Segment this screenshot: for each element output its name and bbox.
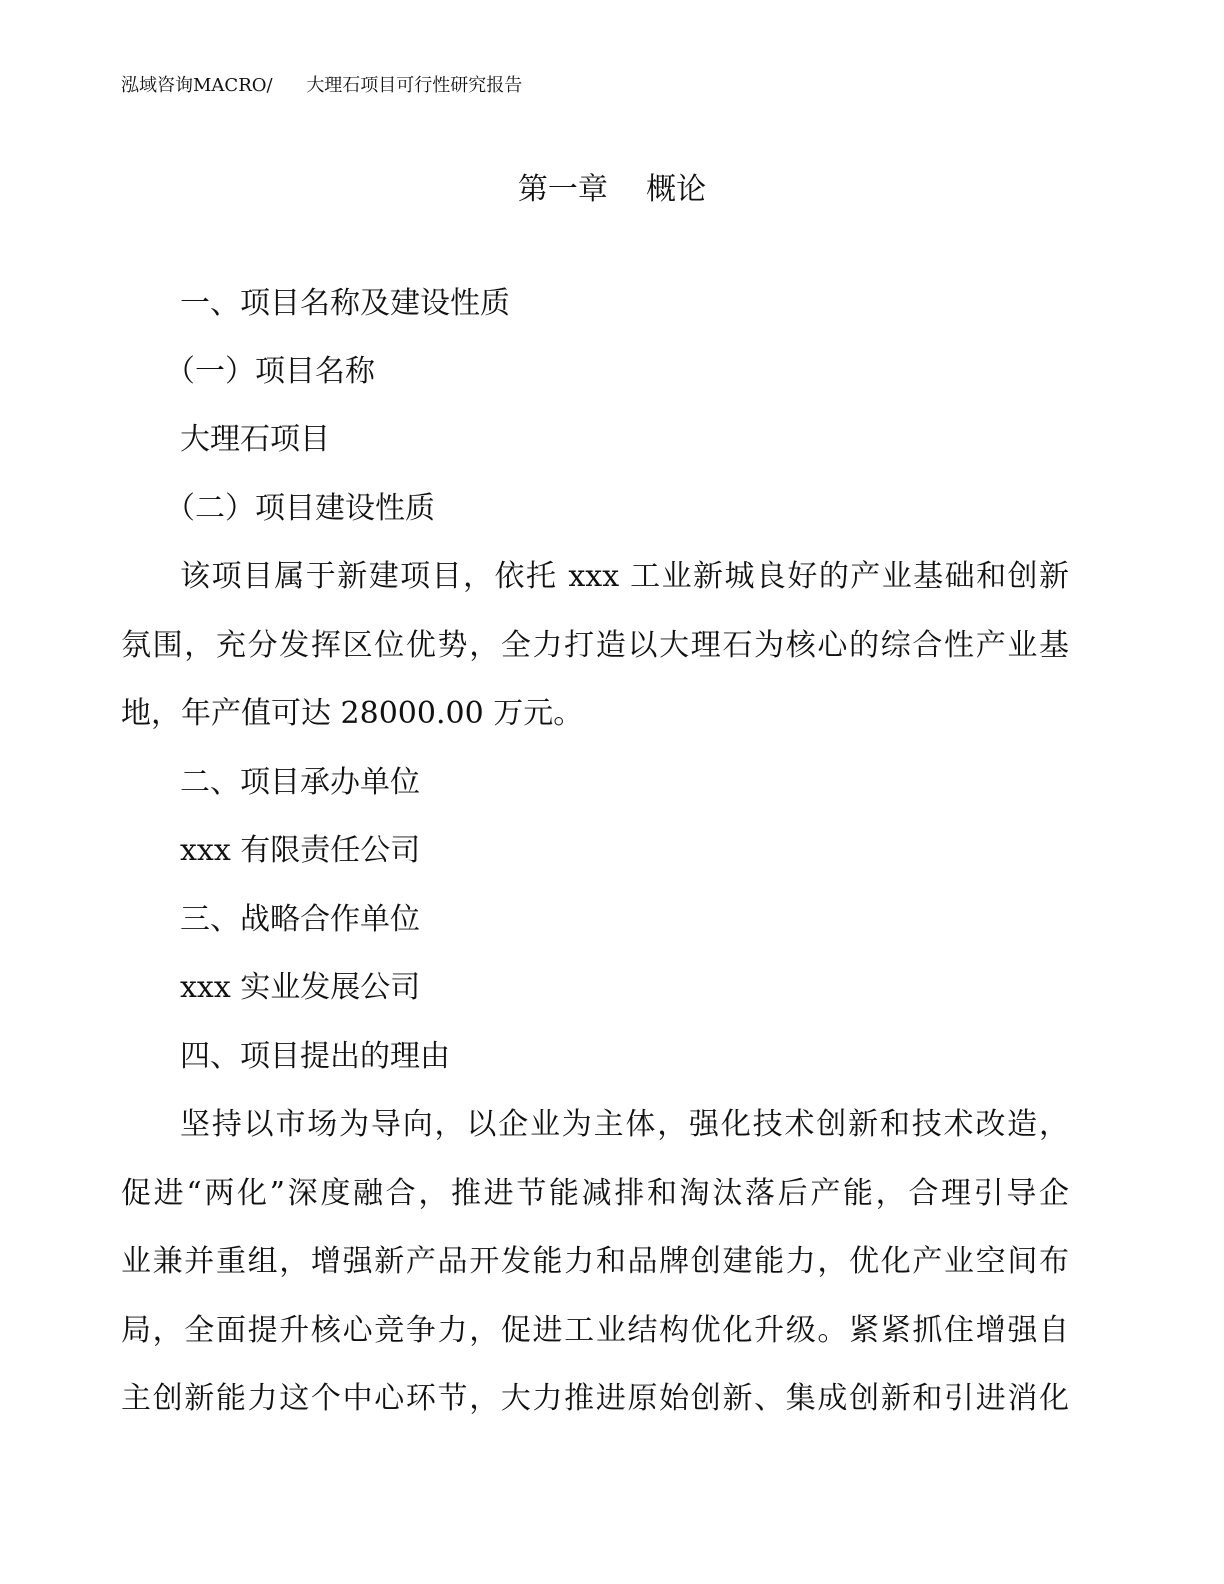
subsection-heading-project-name: （一）项目名称 bbox=[165, 354, 375, 389]
partner-name: xxx 实业发展公司 bbox=[180, 970, 421, 1005]
paragraph-nature-line-3: 地，年产值可达 28000.00 万元。 bbox=[121, 696, 584, 731]
header-doc-title: 大理石项目可行性研究报告 bbox=[306, 75, 523, 96]
paragraph-reason-line-2: 促进“两化”深度融合，推进节能减排和淘汰落后产能，合理引导企 bbox=[121, 1176, 1069, 1211]
header-org: 泓域咨询MACRO/ bbox=[121, 75, 273, 96]
organizer-name: xxx 有限责任公司 bbox=[180, 833, 421, 868]
paragraph-reason-line-4: 局，全面提升核心竞争力，促进工业结构优化升级。紧紧抓住增强自 bbox=[121, 1313, 1069, 1348]
paragraph-nature-line-2: 氛围，充分发挥区位优势，全力打造以大理石为核心的综合性产业基 bbox=[121, 628, 1069, 663]
chapter-title: 第一章 概论 bbox=[517, 172, 707, 207]
project-name: 大理石项目 bbox=[180, 422, 330, 457]
section-heading-4: 四、项目提出的理由 bbox=[180, 1039, 450, 1074]
subsection-heading-nature: （二）项目建设性质 bbox=[165, 491, 435, 526]
paragraph-reason-line-1: 坚持以市场为导向，以企业为主体，强化技术创新和技术改造， bbox=[180, 1107, 1069, 1142]
paragraph-reason-line-5: 主创新能力这个中心环节，大力推进原始创新、集成创新和引进消化 bbox=[121, 1381, 1069, 1416]
section-heading-1: 一、项目名称及建设性质 bbox=[180, 286, 510, 321]
section-heading-2: 二、项目承办单位 bbox=[180, 765, 420, 800]
paragraph-reason-line-3: 业兼并重组，增强新产品开发能力和品牌创建能力，优化产业空间布 bbox=[121, 1244, 1069, 1279]
section-heading-3: 三、战略合作单位 bbox=[180, 902, 420, 937]
running-header bbox=[121, 74, 522, 98]
paragraph-nature-line-1: 该项目属于新建项目，依托 xxx 工业新城良好的产业基础和创新 bbox=[180, 559, 1069, 594]
